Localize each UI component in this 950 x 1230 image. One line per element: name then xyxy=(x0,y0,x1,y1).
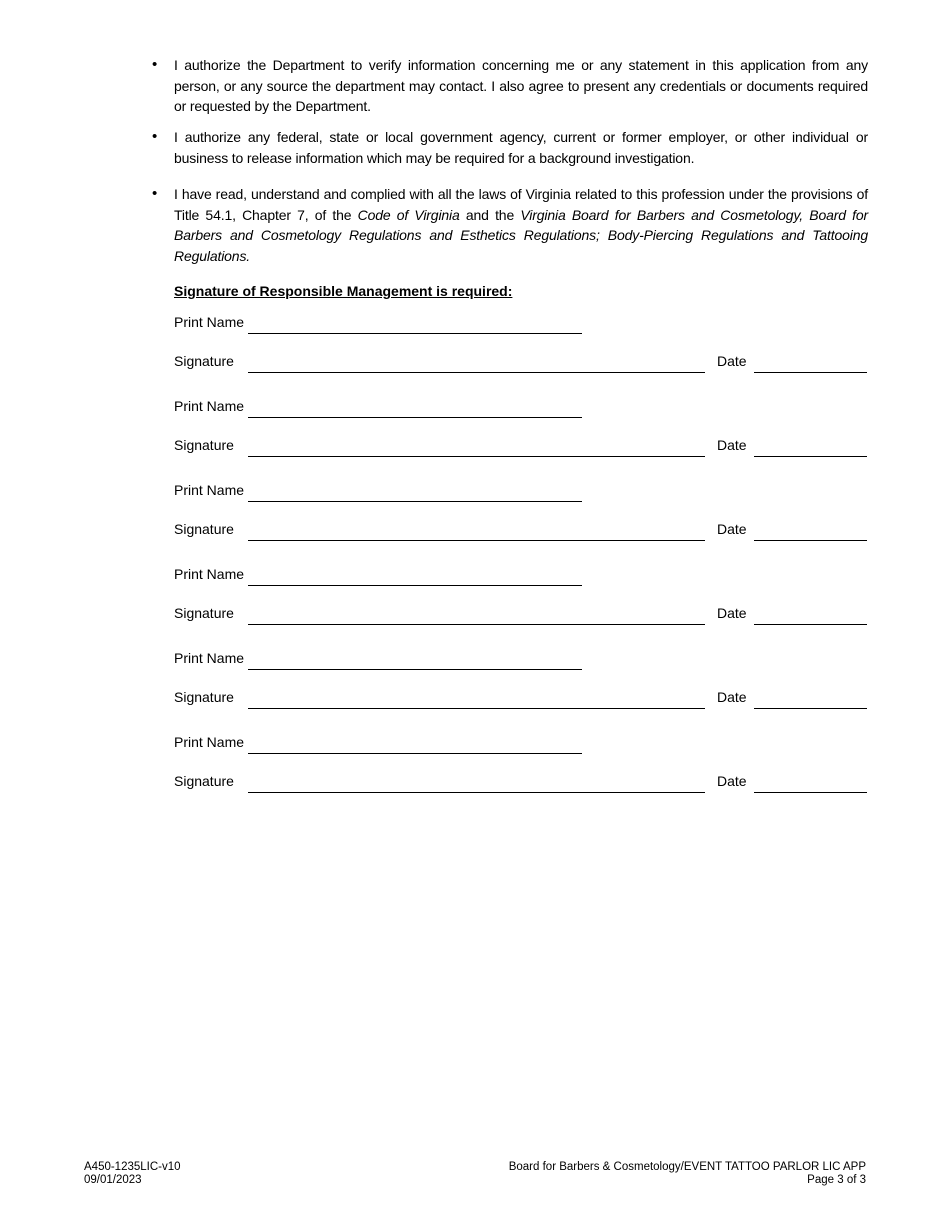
signature-field[interactable] xyxy=(248,624,705,625)
signature-field[interactable] xyxy=(248,456,705,457)
statement-text-part: I authorize the Department to verify information concerning me or any statement in this application from any person, or any source the department may contact. I also agree to present any credentials or documents required or requested by the Department. xyxy=(174,57,868,114)
signature-label: Signature xyxy=(174,353,234,369)
signature-field[interactable] xyxy=(248,540,705,541)
print-name-field[interactable] xyxy=(248,333,582,334)
print-name-field[interactable] xyxy=(248,417,582,418)
signature-label: Signature xyxy=(174,773,234,789)
print-name-label: Print Name xyxy=(174,482,245,498)
bullet-icon: • xyxy=(152,56,158,73)
date-field[interactable] xyxy=(754,792,867,793)
date-label: Date xyxy=(717,689,747,705)
statement-text-part: I have read, understand and complied with all the laws of Virginia related to this profession under the provisions of Title 54.1, Chapter 7, of the xyxy=(174,186,868,223)
signature-field[interactable] xyxy=(248,792,705,793)
print-name-field[interactable] xyxy=(248,669,582,670)
statement-text-part: I authorize any federal, state or local government agency, current or former employer, or other individual or business to release information which may be required for a background investigation. xyxy=(174,129,868,166)
statement-text-italic: Virginia Board for Barbers and Cosmetology, Board for Barbers and Cosmetology Regulations and Esthetics Regulations; Body-Piercing Regulations and Tattooing Regulations. xyxy=(174,206,869,264)
print-name-label: Print Name xyxy=(174,650,245,666)
statement-text-part: and the xyxy=(459,206,521,223)
print-name-label: Print Name xyxy=(174,398,245,414)
signature-section-header: Signature of Responsible Management is required: xyxy=(174,283,513,299)
print-name-field[interactable] xyxy=(248,753,582,754)
form-date: 09/01/2023 xyxy=(84,1174,142,1186)
signature-label: Signature xyxy=(174,521,234,537)
statement-text-italic: Code of Virginia xyxy=(357,206,460,223)
signature-label: Signature xyxy=(174,437,234,453)
date-field[interactable] xyxy=(754,540,867,541)
print-name-field[interactable] xyxy=(248,501,582,502)
footer-right xyxy=(509,1161,866,1187)
print-name-label: Print Name xyxy=(174,314,245,330)
date-label: Date xyxy=(717,605,747,621)
page-number: Page 3 of 3 xyxy=(807,1174,866,1186)
bullet-icon: • xyxy=(152,128,158,145)
statement-text xyxy=(174,55,868,117)
statement-item xyxy=(152,184,868,266)
statement-text xyxy=(174,184,868,266)
footer-left xyxy=(84,1161,181,1187)
signature-label: Signature xyxy=(174,605,234,621)
date-field[interactable] xyxy=(754,708,867,709)
date-label: Date xyxy=(717,437,747,453)
print-name-label: Print Name xyxy=(174,566,245,582)
print-name-field[interactable] xyxy=(248,585,582,586)
bullet-icon: • xyxy=(152,185,158,202)
date-label: Date xyxy=(717,773,747,789)
form-number: A450-1235LIC-v10 xyxy=(84,1161,181,1173)
date-field[interactable] xyxy=(754,372,867,373)
date-label: Date xyxy=(717,353,747,369)
statement-item xyxy=(152,127,868,168)
date-label: Date xyxy=(717,521,747,537)
print-name-label: Print Name xyxy=(174,734,245,750)
signature-field[interactable] xyxy=(248,708,705,709)
statement-item xyxy=(152,55,868,117)
date-field[interactable] xyxy=(754,624,867,625)
board-title: Board for Barbers & Cosmetology/EVENT TATTOO PARLOR LIC APP xyxy=(508,1161,866,1173)
signature-label: Signature xyxy=(174,689,234,705)
statement-text xyxy=(174,127,868,168)
signature-field[interactable] xyxy=(248,372,705,373)
date-field[interactable] xyxy=(754,456,867,457)
